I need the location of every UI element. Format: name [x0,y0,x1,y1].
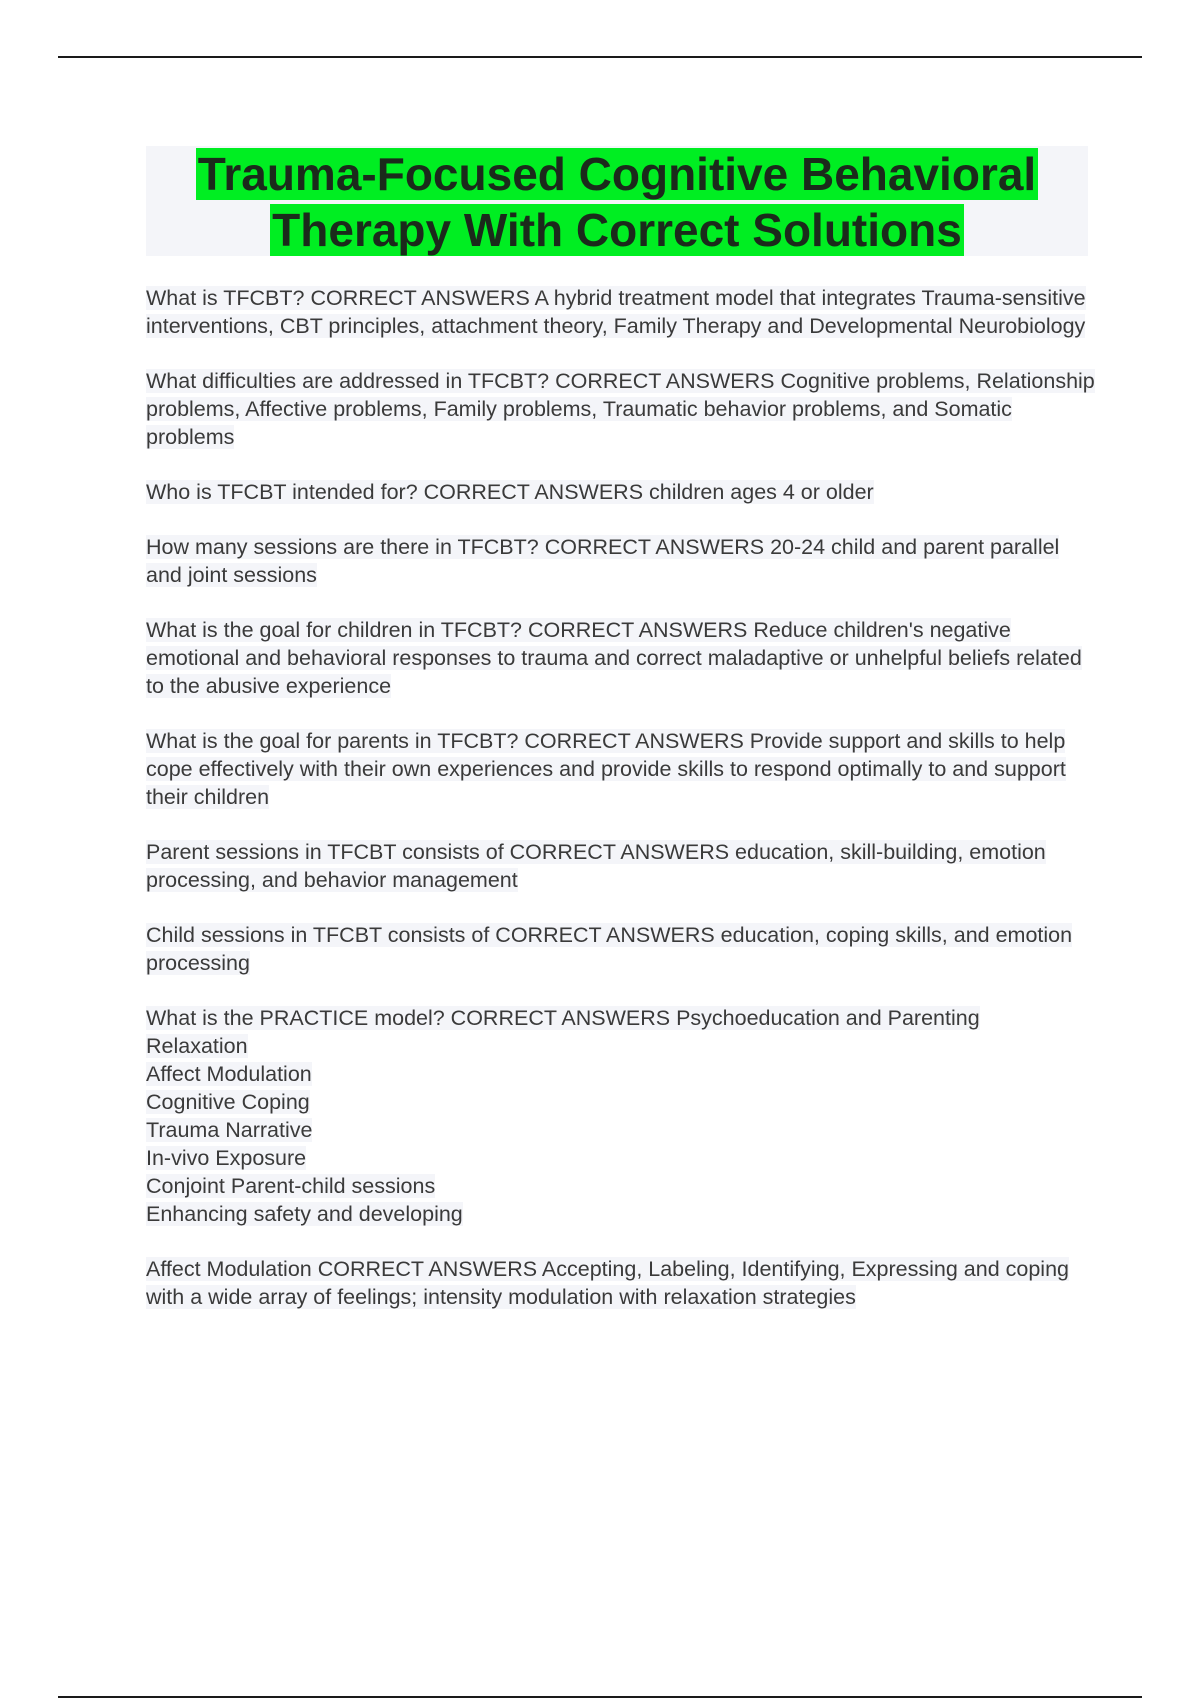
footer-rule [58,1696,1142,1698]
practice-line: Affect Modulation [146,1062,312,1086]
qa-item-text: Parent sessions in TFCBT consists of CORRECT ANSWERS education, skill-building, emotion processing, and behavior management [146,840,1046,892]
practice-line: Enhancing safety and developing [146,1202,463,1226]
document-title [146,146,1088,258]
qa-item [146,284,1096,340]
qa-item-text: Affect Modulation CORRECT ANSWERS Accepting, Labeling, Identifying, Expressing and coping with a wide array of feelings; intensity modulation with relaxation strategies [146,1257,1069,1309]
practice-line: Conjoint Parent-child sessions [146,1174,436,1198]
qa-item [146,727,1096,811]
practice-model-item [146,1004,1096,1228]
qa-item-text: Who is TFCBT intended for? CORRECT ANSWERS children ages 4 or older [146,480,874,504]
title-line-1: Trauma-Focused Cognitive Behavioral [197,148,1037,200]
practice-line: Relaxation [146,1034,248,1058]
qa-item [146,478,1096,506]
qa-item [146,1255,1096,1311]
header-rule [58,56,1142,58]
practice-line: Trauma Narrative [146,1118,313,1142]
qa-item-text: What is the goal for parents in TFCBT? CORRECT ANSWERS Provide support and skills to help cope effectively with their own experiences and provide skills to respond optimally to and support their children [146,729,1066,809]
qa-item [146,367,1096,451]
qa-item [146,838,1096,894]
qa-content [146,284,1096,1338]
practice-line: In-vivo Exposure [146,1146,307,1170]
practice-line: What is the PRACTICE model? CORRECT ANSWERS Psychoeducation and Parenting [146,1006,980,1030]
qa-item-text: What difficulties are addressed in TFCBT? CORRECT ANSWERS Cognitive problems, Relationship problems, Affective problems, Family problems, Traumatic behavior problems, and Somatic problems [146,369,1095,449]
qa-item-text: What is the goal for children in TFCBT? CORRECT ANSWERS Reduce children's negative emotional and behavioral responses to trauma and correct maladaptive or unhelpful beliefs related to the abusive experience [146,618,1082,698]
qa-item [146,616,1096,700]
qa-item-text: Child sessions in TFCBT consists of CORRECT ANSWERS education, coping skills, and emotion processing [146,923,1073,975]
practice-line: Cognitive Coping [146,1090,310,1114]
qa-item [146,921,1096,977]
qa-item [146,533,1096,589]
title-line-2: Therapy With Correct Solutions [272,204,962,256]
qa-item-text: What is TFCBT? CORRECT ANSWERS A hybrid treatment model that integrates Trauma-sensitive interventions, CBT principles, attachment theory, Family Therapy and Developmental Neurobiology [146,286,1086,338]
qa-item-text: How many sessions are there in TFCBT? CORRECT ANSWERS 20-24 child and parent parallel and joint sessions [146,535,1060,587]
title-block [146,146,1088,256]
